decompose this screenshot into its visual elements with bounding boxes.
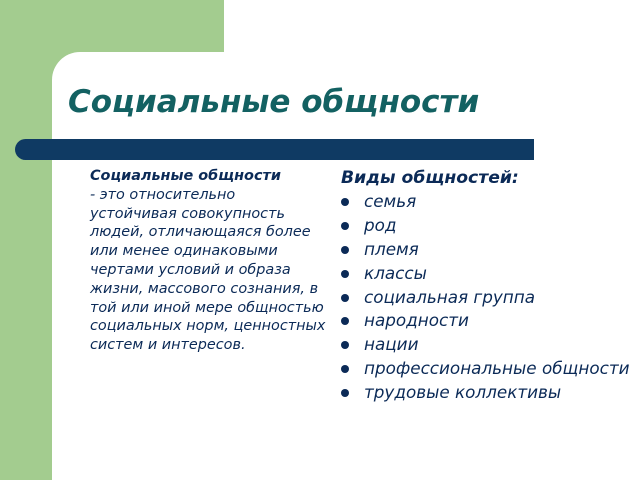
types-item-label: трудовые коллективы — [364, 382, 562, 403]
definition-block — [90, 167, 326, 355]
slide-title: Социальные общности — [68, 84, 480, 120]
bullet-icon — [341, 246, 349, 254]
bullet-icon — [341, 222, 349, 230]
types-item-label: классы — [364, 262, 427, 283]
bullet-icon — [341, 270, 349, 278]
types-list-item — [341, 264, 631, 283]
types-list-item — [341, 311, 631, 330]
bullet-icon — [341, 198, 349, 206]
bullet-icon — [341, 365, 349, 373]
types-list — [341, 192, 631, 402]
types-item-label: род — [364, 214, 397, 235]
types-heading: Виды общностей: — [341, 168, 519, 188]
types-list-item — [341, 359, 631, 378]
types-item-label: социальная группа — [364, 286, 536, 307]
types-item-label: племя — [364, 238, 419, 259]
bullet-icon — [341, 341, 349, 349]
types-item-label: семья — [364, 191, 417, 211]
bullet-icon — [341, 389, 349, 397]
types-list-item — [341, 288, 631, 307]
definition-text: - это относительно устойчивая совокупность людей, отличающаяся более или менее одинаковыми чертами условий и образа жизни, массового сознания, в той или иной мере общностью социальных норм, ценностных систем и интересов. — [90, 186, 326, 354]
types-item-label: нации — [364, 334, 419, 355]
bullet-icon — [341, 294, 349, 302]
types-block — [341, 167, 631, 407]
types-item-label: профессиональные общности — [364, 358, 630, 379]
types-list-item — [341, 192, 631, 211]
definition-term: Социальные общности — [90, 168, 281, 184]
types-list-item — [341, 240, 631, 259]
types-list-item — [341, 383, 631, 402]
title-divider-bar — [15, 139, 534, 160]
types-list-item — [341, 216, 631, 235]
types-item-label: народности — [364, 310, 469, 331]
types-list-item — [341, 335, 631, 354]
bullet-icon — [341, 317, 349, 325]
